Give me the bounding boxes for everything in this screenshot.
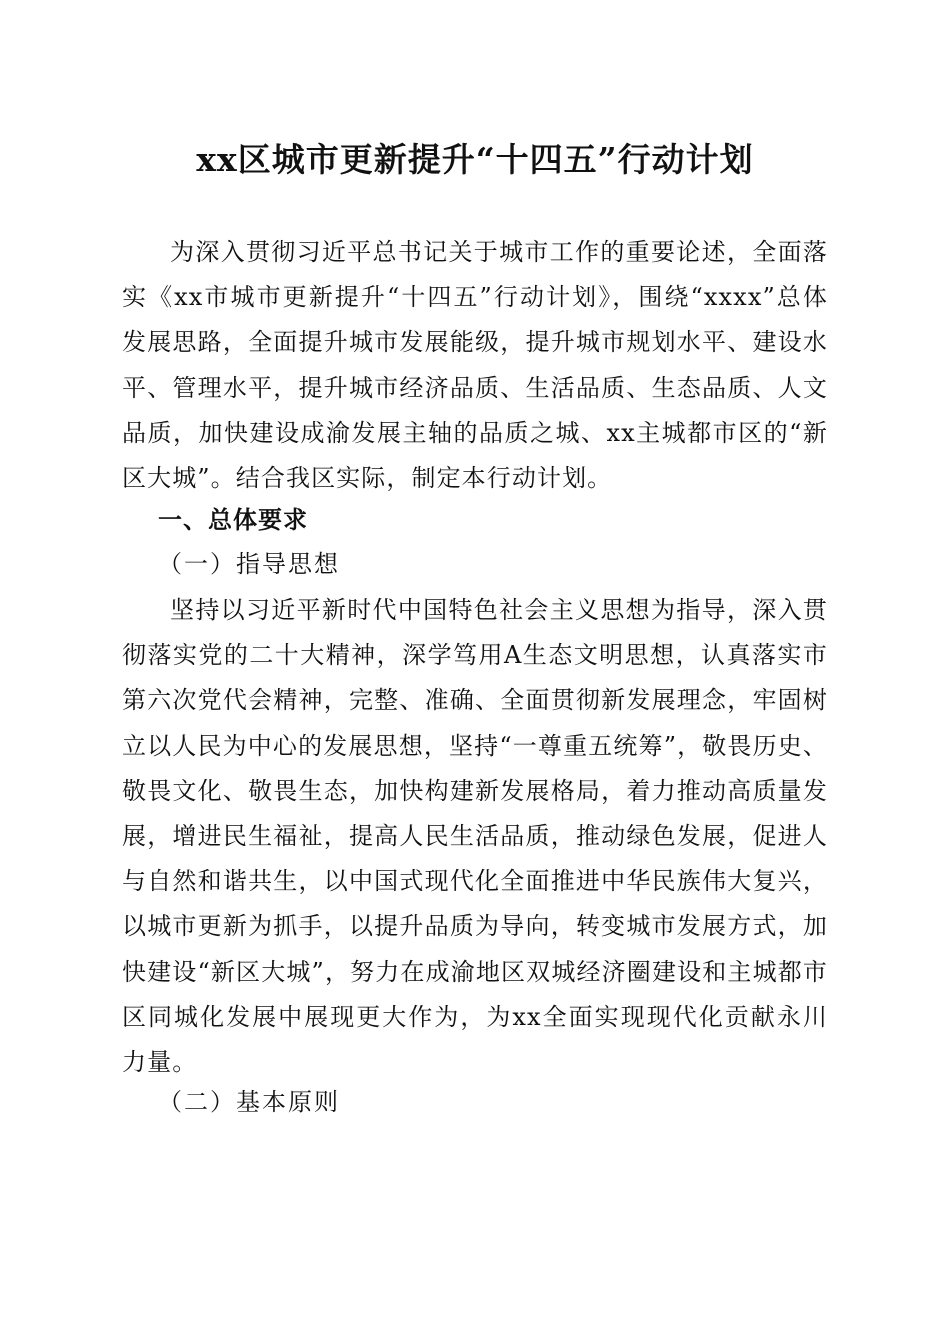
document-title: xx区城市更新提升“十四五”行动计划 — [196, 140, 754, 179]
section-heading-general-requirements: 一、总体要求 — [158, 506, 308, 534]
intro-paragraph: 为深入贯彻习近平总书记关于城市工作的重要论述，全面落实《xx市城市更新提升“十四五”行动计划》，围绕“xxxx”总体发展思路，全面提升城市发展能级，提升城市规划水平、建设水平、管理水平，提升城市经济品质、生活品质、生态品质、人文品质，加快建设成渝发展主轴的品质之城、xx主城都市区的“新区大城”。结合我区实际，制定本行动计划。 — [122, 238, 828, 493]
subsection-heading-guiding-ideology: （一）指导思想 — [158, 550, 340, 578]
guiding-ideology-paragraph: 坚持以习近平新时代中国特色社会主义思想为指导，深入贯彻落实党的二十大精神，深学笃用A生态文明思想，认真落实市第六次党代会精神，完整、准确、全面贯彻新发展理念，牢固树立以人民为中心的发展思想，坚持“一尊重五统筹”，敬畏历史、敬畏文化、敬畏生态，加快构建新发展格局，着力推动高质量发展，增进民生福祉，提高人民生活品质，推动绿色发展，促进人与自然和谐共生，以中国式现代化全面推进中华民族伟大复兴，以城市更新为抓手，以提升品质为导向，转变城市发展方式，加快建设“新区大城”，努力在成渝地区双城经济圈建设和主城都市区同城化发展中展现更大作为，为xx全面实现现代化贡献永川力量。 — [122, 596, 828, 1077]
subsection-heading-basic-principles: （二）基本原则 — [158, 1088, 340, 1116]
